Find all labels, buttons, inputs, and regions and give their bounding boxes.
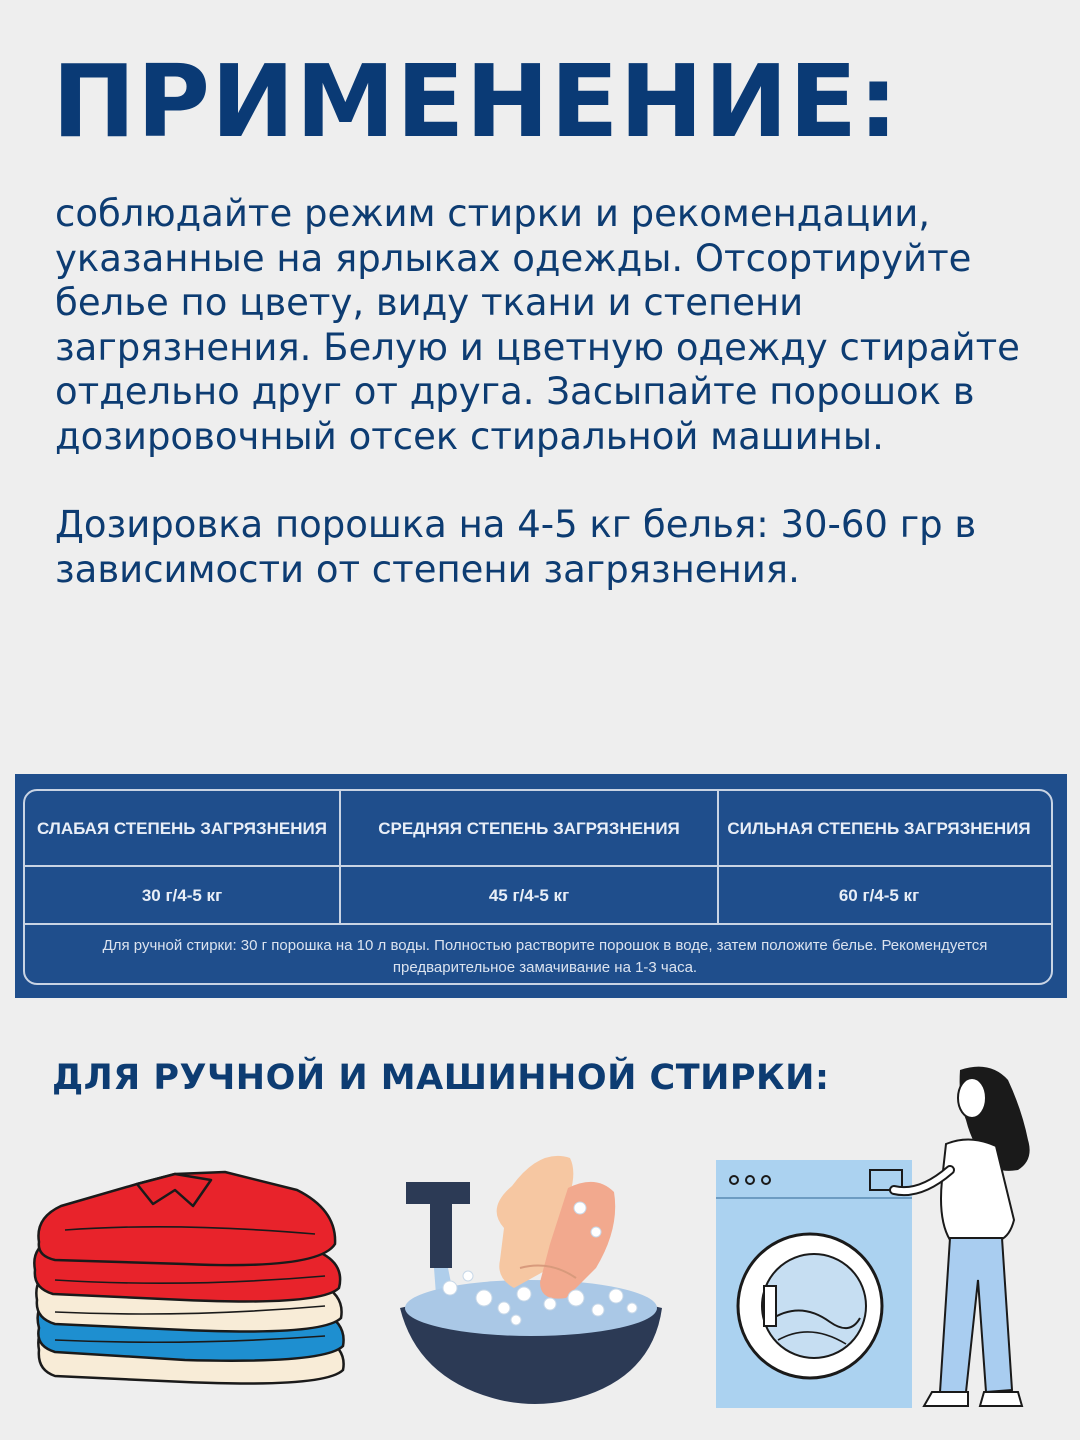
instructions-paragraph-2: Дозировка порошка на 4-5 кг белья: 30-60 гр в зависимости от степени загрязнения. bbox=[55, 503, 977, 591]
header-cell-strong: СИЛЬНАЯ СТЕПЕНЬ ЗАГРЯЗНЕНИЯ bbox=[727, 818, 1031, 838]
dosage-table-frame bbox=[23, 789, 1053, 985]
section-subtitle: ДЛЯ РУЧНОЙ И МАШИННОЙ СТИРКИ: bbox=[52, 1058, 830, 1098]
value-cell-medium: 45 г/4-5 кг bbox=[488, 885, 570, 905]
value-cell-weak: 30 г/4-5 кг bbox=[141, 885, 223, 905]
page-title: ПРИМЕНЕНИЕ: bbox=[52, 43, 900, 160]
washing-machine-woman-icon bbox=[710, 1060, 1050, 1420]
instructions-paragraph-1: соблюдайте режим стирки и рекомендации, указанные на ярлыках одежды. Отсортируйте белье по цвету, виду ткани и степени загрязнения. Белую и цветную одежду стирайте отдельно друг от друга. Засыпайте порошок в дозировочный отсек стиральной машины. bbox=[55, 192, 1020, 458]
dosage-table bbox=[15, 774, 1067, 998]
folded-clothes-icon bbox=[25, 1160, 355, 1392]
header-cell-medium: СРЕДНЯЯ СТЕПЕНЬ ЗАГРЯЗНЕНИЯ bbox=[378, 818, 680, 838]
value-cell-strong: 60 г/4-5 кг bbox=[838, 885, 920, 905]
hand-wash-basin-icon bbox=[400, 1148, 670, 1410]
table-divider bbox=[25, 923, 1051, 925]
instructions-text bbox=[55, 192, 1055, 592]
header-cell-weak: СЛАБАЯ СТЕПЕНЬ ЗАГРЯЗНЕНИЯ bbox=[37, 818, 327, 838]
hand-wash-note: Для ручной стирки: 30 г порошка на 10 л воды. Полностью растворите порошок в воде, затем положите белье. Рекомендуется предварительное замачивание на 1-3 часа. bbox=[102, 937, 988, 976]
